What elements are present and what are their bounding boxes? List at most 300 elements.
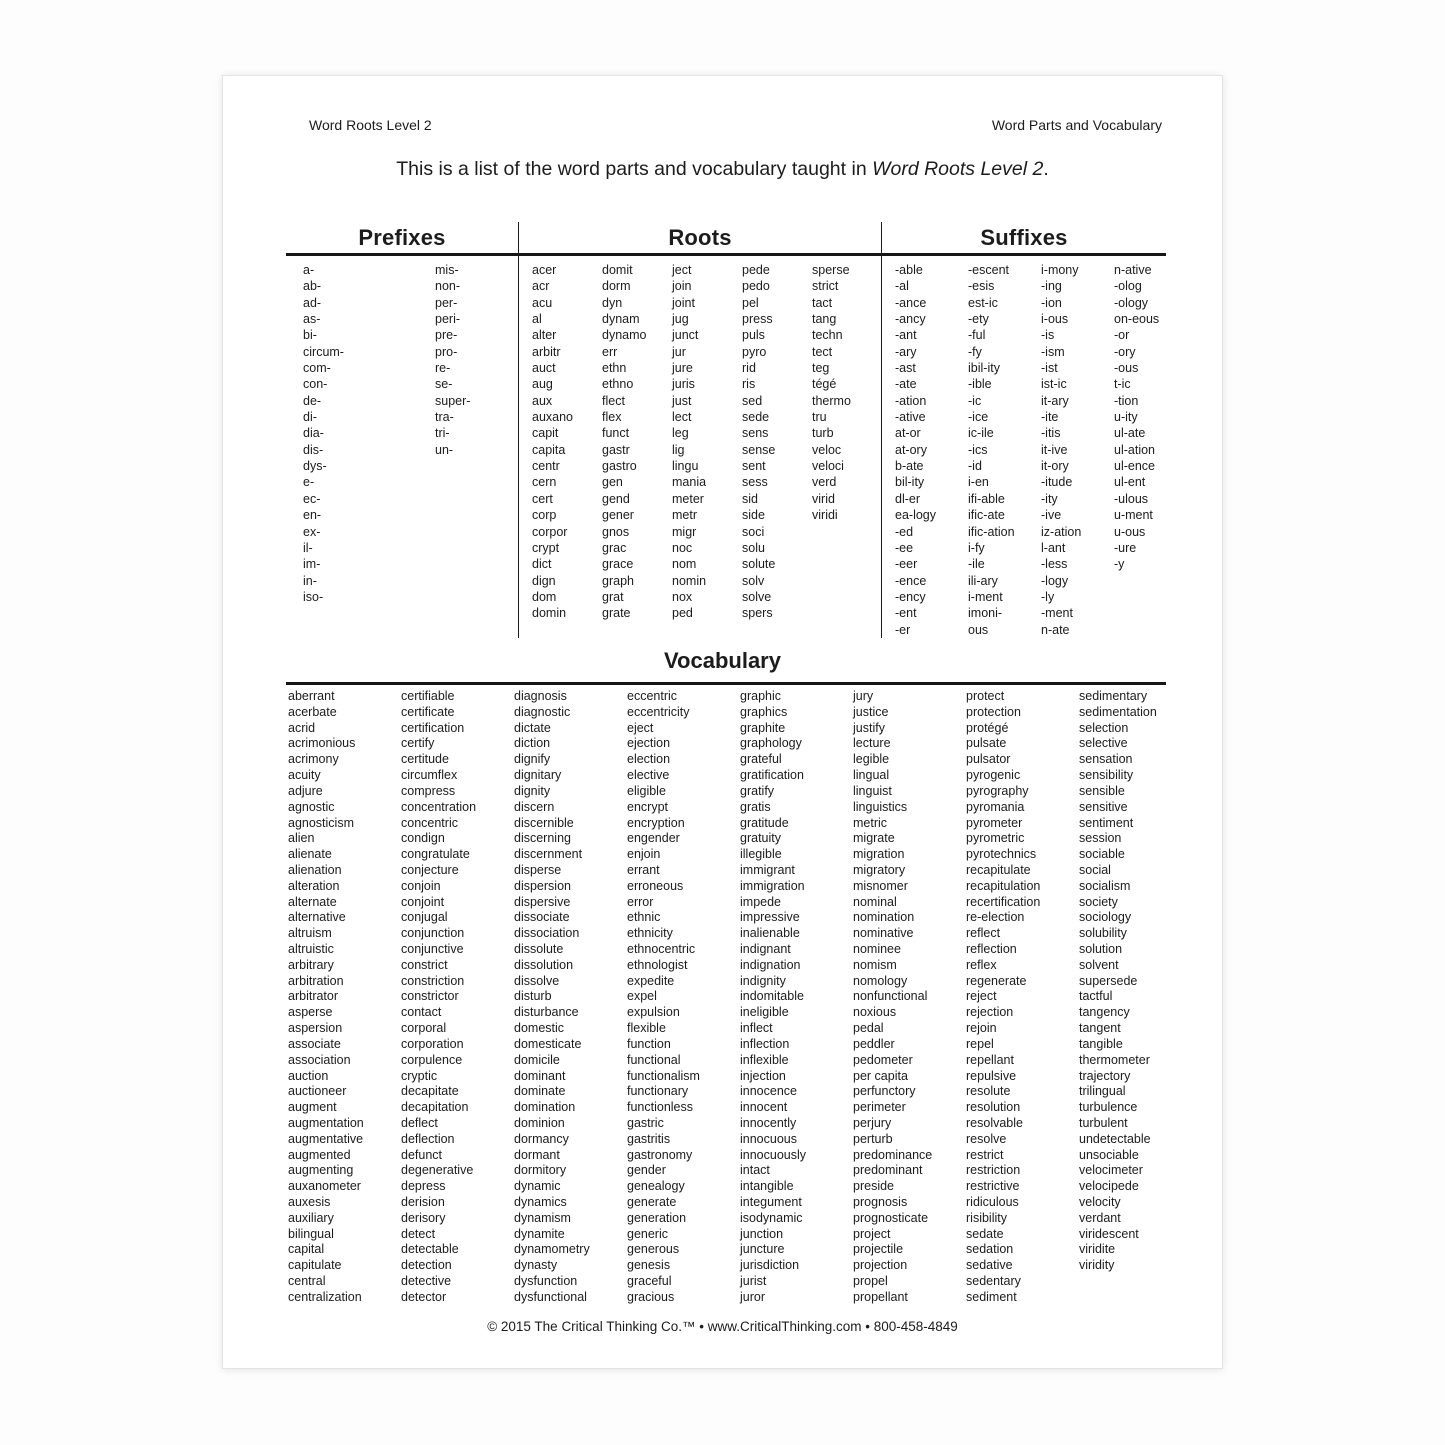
word-item: tactful: [1079, 989, 1113, 1004]
word-item: disturb: [514, 989, 552, 1004]
word-item: gastric: [627, 1115, 664, 1130]
word-item: migr: [672, 524, 697, 539]
word-item: ex-: [303, 524, 321, 539]
vocabulary-column-8: [1079, 689, 1192, 1306]
word-item: ul-ation: [1114, 442, 1155, 457]
word-item: dynasty: [514, 1258, 558, 1273]
prefixes-column-1: [303, 262, 435, 605]
word-item: socialism: [1079, 878, 1131, 893]
word-item: resolve: [966, 1131, 1007, 1146]
word-item: metric: [853, 815, 888, 830]
word-item: domin: [532, 606, 567, 621]
word-item: alien: [288, 831, 315, 846]
word-item: i-en: [968, 475, 989, 490]
word-item: ethno: [602, 377, 634, 392]
roots-title: Roots: [519, 222, 881, 256]
word-item: sedimentary: [1079, 689, 1148, 703]
word-item: -itis: [1041, 426, 1061, 441]
word-item: perimeter: [853, 1100, 906, 1115]
word-item: veloc: [812, 442, 842, 457]
suffixes-column-1: [895, 262, 968, 638]
vocabulary-column-5: [740, 689, 853, 1306]
word-item: constrictor: [401, 989, 459, 1004]
word-item: bilingual: [288, 1226, 334, 1241]
word-item: inalienable: [740, 926, 800, 941]
word-item: circum-: [303, 344, 344, 359]
word-item: genesis: [627, 1258, 671, 1273]
word-item: nominee: [853, 942, 901, 956]
word-item: legible: [853, 752, 890, 767]
word-item: nominative: [853, 926, 914, 941]
word-item: gener: [602, 508, 634, 523]
word-item: sedative: [966, 1258, 1013, 1273]
word-item: innocuously: [740, 1147, 807, 1162]
word-item: depress: [401, 1179, 446, 1194]
word-item: -ure: [1114, 540, 1137, 555]
word-item: ethn: [602, 361, 627, 376]
word-item: pedometer: [853, 1052, 913, 1067]
word-item: dia-: [303, 426, 324, 441]
word-item: dyn: [602, 295, 623, 310]
word-item: detectable: [401, 1242, 459, 1257]
word-item: arbitr: [532, 344, 561, 359]
word-item: impressive: [740, 910, 800, 925]
word-item: meter: [672, 491, 704, 506]
word-item: dominant: [514, 1068, 566, 1083]
word-item: expedite: [627, 973, 675, 988]
word-item: recapitulate: [966, 862, 1031, 877]
word-item: arbitrary: [288, 957, 334, 972]
word-item: -fy: [968, 344, 982, 359]
word-item: strict: [812, 279, 839, 294]
word-item: auct: [532, 361, 556, 376]
word-item: -olog: [1114, 279, 1142, 294]
word-item: -ile: [968, 557, 985, 572]
roots-column-5: [812, 262, 882, 622]
word-item: preside: [853, 1179, 894, 1194]
header-right-text: Word Parts and Vocabulary: [991, 117, 1162, 133]
word-item: derision: [401, 1195, 445, 1209]
word-item: conjunction: [401, 926, 465, 941]
word-item: nomism: [853, 957, 897, 972]
prefixes-title: Prefixes: [286, 222, 518, 256]
word-item: -is: [1041, 328, 1055, 343]
word-item: -ly: [1041, 589, 1055, 604]
word-item: graph: [602, 573, 634, 588]
word-item: acrimony: [288, 752, 339, 767]
word-item: -ible: [968, 377, 992, 392]
word-item: un-: [435, 442, 454, 457]
word-item: aspersion: [288, 1021, 343, 1036]
word-item: acuity: [288, 768, 321, 783]
word-item: dissolute: [514, 942, 564, 956]
word-item: agnosticism: [288, 815, 354, 830]
word-item: spers: [742, 606, 773, 621]
word-item: eject: [627, 720, 654, 735]
word-item: -ation: [895, 393, 927, 408]
word-item: capital: [288, 1242, 325, 1257]
word-item: veloci: [812, 459, 844, 474]
word-item: augment: [288, 1100, 337, 1115]
word-item: tru: [812, 410, 827, 425]
word-item: sociology: [1079, 910, 1132, 925]
word-item: lect: [672, 410, 692, 425]
word-item: gender: [627, 1163, 666, 1178]
word-item: corpulence: [401, 1052, 463, 1067]
word-item: side: [742, 508, 765, 523]
vocabulary-title: Vocabulary: [664, 648, 781, 673]
word-item: predominance: [853, 1147, 933, 1162]
word-item: dissolution: [514, 957, 574, 972]
word-item: session: [1079, 831, 1122, 846]
word-item: dispersion: [514, 878, 571, 893]
word-item: non-: [435, 279, 461, 294]
word-item: graphology: [740, 736, 802, 751]
word-item: arbitration: [288, 973, 344, 988]
word-item: re-: [435, 361, 451, 376]
vocabulary-column-3: [514, 689, 627, 1306]
word-item: sedentary: [966, 1274, 1021, 1289]
word-item: cert: [532, 491, 553, 506]
word-item: turbulent: [1079, 1115, 1128, 1130]
word-item: ul-ent: [1114, 475, 1146, 490]
word-item: protect: [966, 689, 1005, 703]
word-item: immigrant: [740, 862, 795, 877]
word-item: alternative: [288, 910, 346, 925]
word-item: auxesis: [288, 1195, 331, 1209]
word-item: velocimeter: [1079, 1163, 1143, 1178]
word-item: -er: [895, 622, 911, 637]
word-item: gastro: [602, 459, 637, 474]
word-item: discerning: [514, 831, 571, 846]
word-item: juris: [672, 377, 695, 392]
word-item: tang: [812, 312, 837, 327]
vocabulary-column-2: [401, 689, 514, 1306]
word-item: pedo: [742, 279, 770, 294]
word-item: -ant: [895, 328, 917, 343]
word-item: augmentation: [288, 1115, 364, 1130]
word-item: join: [672, 279, 692, 294]
word-item: err: [602, 344, 618, 359]
word-item: innocence: [740, 1084, 797, 1099]
word-item: detective: [401, 1274, 452, 1289]
word-item: dignify: [514, 752, 551, 767]
word-item: compress: [401, 783, 456, 798]
word-item: -ism: [1041, 344, 1065, 359]
word-item: altruism: [288, 926, 332, 941]
word-item: linguist: [853, 783, 892, 798]
word-item: errant: [627, 862, 660, 877]
word-item: pyro: [742, 344, 767, 359]
word-item: gnos: [602, 524, 630, 539]
word-item: discernment: [514, 847, 583, 862]
word-item: generous: [627, 1242, 680, 1257]
word-item: restrictive: [966, 1179, 1020, 1194]
word-item: -tion: [1114, 393, 1139, 408]
word-item: i-ment: [968, 589, 1003, 604]
word-item: ist-ic: [1041, 377, 1067, 392]
word-item: society: [1079, 894, 1118, 909]
word-item: jurist: [740, 1274, 767, 1289]
word-item: sid: [742, 491, 758, 506]
word-item: arbitrator: [288, 989, 339, 1004]
word-item: nom: [672, 557, 697, 572]
document-page: [222, 75, 1223, 1369]
word-item: isodynamic: [740, 1210, 803, 1225]
word-item: -ent: [895, 606, 917, 621]
word-item: -ive: [1041, 508, 1062, 523]
word-item: acer: [532, 263, 557, 277]
word-item: concentric: [401, 815, 458, 830]
word-item: -logy: [1041, 573, 1069, 588]
word-item: restrict: [966, 1147, 1004, 1162]
word-item: dict: [532, 557, 552, 572]
word-item: gratis: [740, 799, 771, 814]
word-item: integument: [740, 1195, 802, 1209]
word-item: justify: [853, 720, 885, 735]
word-item: sentiment: [1079, 815, 1134, 830]
word-item: solution: [1079, 942, 1123, 956]
word-item: repulsive: [966, 1068, 1017, 1083]
word-item: e-: [303, 475, 315, 490]
roots-column-2: [602, 262, 672, 622]
word-item: associate: [288, 1036, 341, 1051]
word-item: congratulate: [401, 847, 470, 862]
word-item: ejection: [627, 736, 671, 751]
word-item: election: [627, 752, 671, 767]
word-item: generic: [627, 1226, 668, 1241]
word-item: dissociation: [514, 926, 580, 941]
word-item: ad-: [303, 295, 322, 310]
word-item: press: [742, 312, 773, 327]
word-item: circumflex: [401, 768, 458, 783]
word-item: propellant: [853, 1289, 908, 1304]
word-item: discernible: [514, 815, 574, 830]
word-item: pre-: [435, 328, 458, 343]
word-item: thermo: [812, 393, 851, 408]
word-item: inflect: [740, 1021, 773, 1036]
word-item: bi-: [303, 328, 317, 343]
word-item: -ary: [895, 344, 917, 359]
word-item: concentration: [401, 799, 477, 814]
word-item: lingual: [853, 768, 890, 783]
word-item: social: [1079, 862, 1111, 877]
word-item: -ics: [968, 442, 988, 457]
word-item: inflexible: [740, 1052, 789, 1067]
word-item: acr: [532, 279, 550, 294]
word-item: innocently: [740, 1115, 797, 1130]
word-item: viridi: [812, 508, 838, 523]
word-item: sedation: [966, 1242, 1014, 1257]
word-item: flex: [602, 410, 622, 425]
word-item: gastronomy: [627, 1147, 693, 1162]
word-item: -ing: [1041, 279, 1062, 294]
word-item: sess: [742, 475, 768, 490]
word-item: ific-ate: [968, 508, 1005, 523]
word-item: sociable: [1079, 847, 1125, 862]
word-item: pede: [742, 263, 770, 277]
word-item: bil-ity: [895, 475, 925, 490]
word-item: perturb: [853, 1131, 893, 1146]
word-item: dynamometry: [514, 1242, 590, 1257]
word-item: domit: [602, 263, 633, 277]
word-item: aberrant: [288, 689, 335, 703]
word-item: decapitate: [401, 1084, 459, 1099]
word-item: it-ory: [1041, 459, 1069, 474]
word-item: selective: [1079, 736, 1128, 751]
word-item: solubility: [1079, 926, 1127, 941]
word-item: discern: [514, 799, 555, 814]
word-item: conjecture: [401, 862, 459, 877]
word-item: migratory: [853, 862, 906, 877]
word-item: -ic: [968, 393, 982, 408]
word-item: gastritis: [627, 1131, 671, 1146]
word-item: perfunctory: [853, 1084, 916, 1099]
word-item: indignant: [740, 942, 791, 956]
word-item: lig: [672, 442, 685, 457]
word-item: encryption: [627, 815, 685, 830]
word-item: imoni-: [968, 606, 1003, 621]
word-item: centralization: [288, 1289, 362, 1304]
word-item: defunct: [401, 1147, 443, 1162]
word-item: di-: [303, 410, 317, 425]
word-item: corp: [532, 508, 557, 523]
word-item: impede: [740, 894, 781, 909]
word-item: prognosis: [853, 1195, 908, 1209]
word-item: functionalism: [627, 1068, 700, 1083]
roots-section: [518, 222, 881, 638]
word-item: innocent: [740, 1100, 788, 1115]
word-item: just: [672, 393, 692, 408]
word-item: -ology: [1114, 295, 1149, 310]
word-item: conjunctive: [401, 942, 464, 956]
word-item: rejection: [966, 1005, 1014, 1020]
word-item: cryptic: [401, 1068, 438, 1083]
word-item: recertification: [966, 894, 1041, 909]
word-item: ineligible: [740, 1005, 789, 1020]
word-item: sensible: [1079, 783, 1125, 798]
word-item: dynamite: [514, 1226, 565, 1241]
word-item: re-election: [966, 910, 1025, 925]
word-item: pyromania: [966, 799, 1025, 814]
word-item: jurisdiction: [740, 1258, 800, 1273]
word-item: tangency: [1079, 1005, 1130, 1020]
word-item: centr: [532, 459, 560, 474]
word-item: deflection: [401, 1131, 455, 1146]
word-item: augmentative: [288, 1131, 364, 1146]
word-item: solve: [742, 589, 772, 604]
word-item: projectile: [853, 1242, 904, 1257]
word-item: ul-ate: [1114, 426, 1146, 441]
word-item: at-ory: [895, 442, 927, 457]
word-item: capitulate: [288, 1258, 342, 1273]
word-item: pel: [742, 295, 759, 310]
word-item: nomin: [672, 573, 707, 588]
word-item: noxious: [853, 1005, 897, 1020]
word-item: b-ate: [895, 459, 924, 474]
word-item: mis-: [435, 263, 459, 277]
word-item: ific-ation: [968, 524, 1015, 539]
word-item: eligible: [627, 783, 666, 798]
word-item: domination: [514, 1100, 576, 1115]
word-item: -ite: [1041, 410, 1059, 425]
intro-text-after: .: [1043, 158, 1049, 180]
word-item: recapitulation: [966, 878, 1041, 893]
suffixes-column-3: [1041, 262, 1114, 638]
word-item: contact: [401, 1005, 442, 1020]
word-item: se-: [435, 377, 453, 392]
word-item: dynam: [602, 312, 640, 327]
word-item: solv: [742, 573, 765, 588]
word-item: disperse: [514, 862, 562, 877]
word-item: graphics: [740, 704, 788, 719]
word-item: noc: [672, 540, 693, 555]
word-item: junct: [672, 328, 699, 343]
word-item: viridescent: [1079, 1226, 1139, 1241]
word-item: -ence: [895, 573, 927, 588]
word-item: conjoin: [401, 878, 441, 893]
word-item: gracious: [627, 1289, 675, 1304]
word-item: certification: [401, 720, 465, 735]
word-item: ibil-ity: [968, 361, 1000, 376]
word-item: indignation: [740, 957, 801, 972]
word-item: -ory: [1114, 344, 1136, 359]
word-item: flect: [602, 393, 625, 408]
word-item: linguistics: [853, 799, 908, 814]
vocabulary-table: [288, 689, 1168, 1306]
vocabulary-divider: [286, 682, 1166, 685]
word-item: altruistic: [288, 942, 334, 956]
vocabulary-column-7: [966, 689, 1079, 1306]
word-item: alienate: [288, 847, 332, 862]
word-item: innocuous: [740, 1131, 797, 1146]
word-item: im-: [303, 557, 321, 572]
word-item: migrate: [853, 831, 895, 846]
prefixes-section: [286, 222, 518, 638]
word-item: -ative: [895, 410, 926, 425]
word-item: nominal: [853, 894, 897, 909]
word-item: gratify: [740, 783, 775, 798]
word-item: grateful: [740, 752, 782, 767]
word-item: techn: [812, 328, 843, 343]
word-item: dignitary: [514, 768, 562, 783]
word-item: dormancy: [514, 1131, 569, 1146]
word-item: -ion: [1041, 295, 1062, 310]
word-item: pulsate: [966, 736, 1007, 751]
word-item: dissolve: [514, 973, 560, 988]
word-item: domicile: [514, 1052, 560, 1067]
word-item: en-: [303, 508, 322, 523]
word-item: deflect: [401, 1115, 438, 1130]
word-item: dign: [532, 573, 556, 588]
word-item: repel: [966, 1036, 994, 1051]
word-item: diagnosis: [514, 689, 567, 703]
vocabulary-column-4: [627, 689, 740, 1306]
word-item: u-ment: [1114, 508, 1153, 523]
word-item: -ed: [895, 524, 914, 539]
word-item: solvent: [1079, 957, 1119, 972]
word-item: injection: [740, 1068, 786, 1083]
word-item: dom: [532, 589, 557, 604]
word-item: expel: [627, 989, 657, 1004]
word-item: dys-: [303, 459, 327, 474]
word-item: dl-er: [895, 491, 921, 506]
word-item: dynamo: [602, 328, 647, 343]
word-item: capit: [532, 426, 559, 441]
word-item: as-: [303, 312, 321, 327]
word-item: tra-: [435, 410, 454, 425]
word-item: leg: [672, 426, 689, 441]
